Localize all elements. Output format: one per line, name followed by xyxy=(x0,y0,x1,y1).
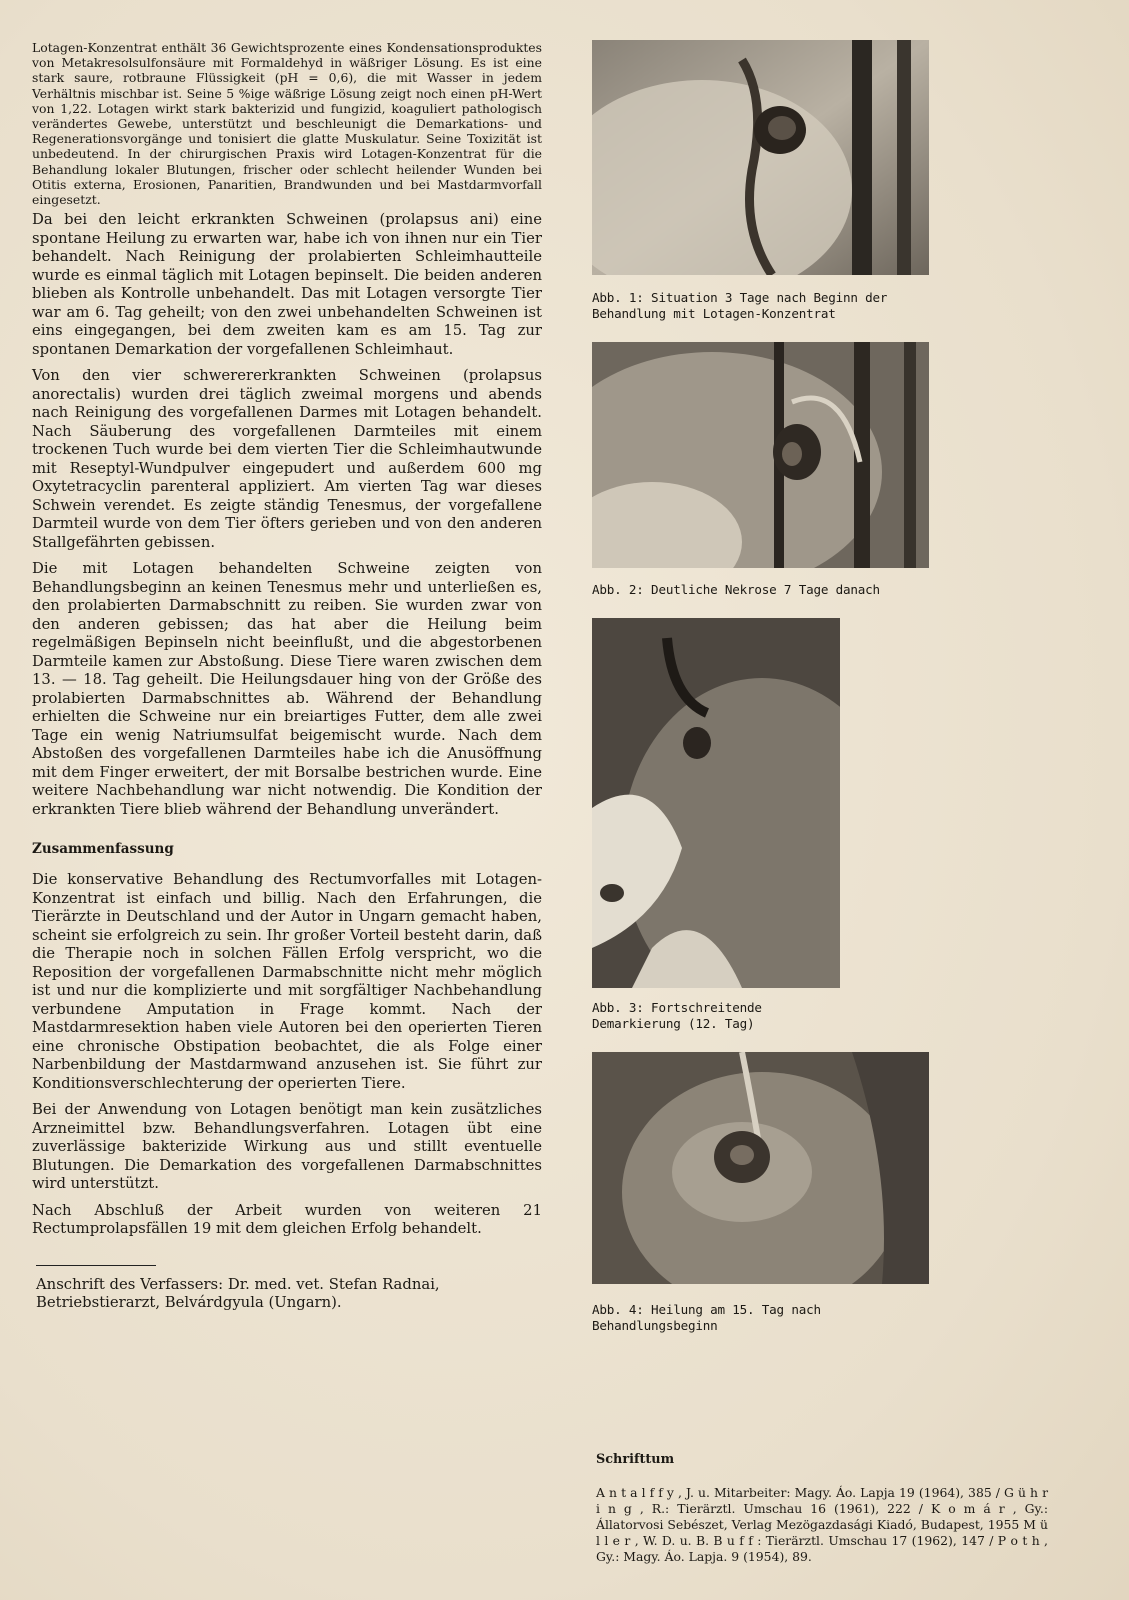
author-address: Anschrift des Verfassers: Dr. med. vet. Stefan Radnai, Betriebstierarzt, Belvárdgyula (Ungarn). xyxy=(36,1275,440,1312)
figure-2-photo xyxy=(592,342,929,568)
body-paragraph: Die mit Lotagen behandelten Schweine zeigten von Behandlungsbeginn an keinen Tenesmus mehr und unterließen es, den prolabierten Darmabschnitt zu reiben. Sie wurden zwar von den anderen gebissen; das hat aber die Heilung beim regelmäßigen Bepinseln nicht beeinflußt, und die abgestorbenen Darmteile kamen zur Abstoßung. Diese Tiere waren zwischen dem 13. — 18. Tag geheilt. Die Heilungsdauer hing von der Größe des prolabierten Darmabschnittes ab. Während der Behandlung erhielten die Schweine nur ein breiartiges Futter, dem alle zwei Tage ein wenig Natriumsulfat beigemischt wurde. Nach dem Abstoßen des vorgefallenen Darmteiles habe ich die Anusöffnung mit dem Finger erweitert, der mit Borsalbe bestrichen wurde. Eine weitere Nachbehandlung war nicht notwendig. Die Kondition der erkrankten Tiere blieb während der Behandlung unverändert. xyxy=(32,560,542,818)
summary-paragraph: Bei der Anwendung von Lotagen benötigt man kein zusätzliches Arzneimittel bzw. Behandlungsverfahren. Lotagen übt eine zuverlässige bakterizide Wirkung aus und stillt eventuelle Blutungen. Die Demarkation des vorgefallenen Darmabschnittes wird unterstützt. xyxy=(32,1101,542,1193)
article-text-column xyxy=(32,40,542,1313)
figure-4-photo xyxy=(592,1052,929,1284)
figure-1-caption: Abb. 1: Situation 3 Tage nach Beginn der Behandlung mit Lotagen-Konzentrat xyxy=(592,290,888,321)
figure-2-caption: Abb. 2: Deutliche Nekrose 7 Tage danach xyxy=(592,582,880,597)
summary-heading: Zusammenfassung xyxy=(32,841,174,858)
figure-4-caption: Abb. 4: Heilung am 15. Tag nach Behandlungsbeginn xyxy=(592,1302,821,1333)
footnote-divider xyxy=(36,1265,156,1266)
references-list: A n t a l f f y , J. u. Mitarbeiter: Magy. Áo. Lapja 19 (1964), 385 / G ü h r i n g , R.: Tierärztl. Umschau 16 (1961), 222 / K o m á r , Gy.: Állatorvosi Sebészet, Verlag Mezögazdasági Kiadó, Budapest, 1955 M ü l l e r , W. D. u. B. B u f f : Tierärztl. Umschau 17 (1962), 147 / P o t h , Gy.: Magy. Áo. Lapja. 9 (1954), 89. xyxy=(596,1485,1048,1564)
summary-paragraph: Nach Abschluß der Arbeit wurden von weiteren 21 Rectumprolapsfällen 19 mit dem gleichen Erfolg behandelt. xyxy=(32,1201,542,1238)
figure-3-caption: Abb. 3: Fortschreitende Demarkierung (12. Tag) xyxy=(592,1000,762,1031)
references-heading: Schrifttum xyxy=(596,1452,675,1467)
intro-paragraph: Lotagen-Konzentrat enthält 36 Gewichtsprozente eines Kondensationsproduktes von Metakresolsulfonsäure mit Formaldehyd in wäßriger Lösung. Es ist eine stark saure, rotbraune Flüssigkeit (pH = 0,6), die mit Wasser in jedem Verhältnis mischbar ist. Seine 5 %ige wäßrige Lösung zeigt noch einen pH-Wert von 1,22. Lotagen wirkt stark bakterizid und fungizid, koaguliert pathologisch verändertes Gewebe, unterstützt und beschleunigt die Demarkations- und Regenerationsvorgänge und tonisiert die glatte Muskulatur. Seine Toxizität ist unbedeutend. In der chirurgischen Praxis wird Lotagen-Konzentrat für die Behandlung lokaler Blutungen, frischer oder schlecht heilender Wunden bei Otitis externa, Erosionen, Panaritien, Brandwunden und bei Mastdarmvorfall eingesetzt. xyxy=(32,40,542,208)
summary-paragraph: Die konservative Behandlung des Rectumvorfalles mit Lotagen-Konzentrat ist einfach und billig. Nach den Erfahrungen, die Tierärzte in Deutschland und der Autor in Ungarn gemacht haben, scheint sie erfolgreich zu sein. Ihr großer Vorteil besteht darin, daß die Therapie noch in solchen Fällen Erfolg verspricht, wo die Reposition der vorgefallenen Darmabschnitte nicht mehr möglich ist und nur die komplizierte und mit sorgfältiger Nachbehandlung verbundene Amputation in Frage kommt. Nach der Mastdarmresektion haben viele Autoren bei den operierten Tieren eine chronische Obstipation beobachtet, die als Folge einer Narbenbildung der Mastdarmwand anzusehen ist. Sie führt zur Konditionsverschlechterung der operierten Tiere. xyxy=(32,871,542,1092)
figure-1-photo xyxy=(592,40,929,275)
body-paragraph: Von den vier schwerererkrankten Schweinen (prolapsus anorectalis) wurden drei täglich zweimal morgens und abends nach Reinigung des vorgefallenen Darmes mit Lotagen behandelt. Nach Säuberung des vorgefallenen Darmteiles mit einem trockenen Tuch wurde bei dem vierten Tier die Schleimhautwunde mit Reseptyl-Wundpulver eingepudert und außerdem 600 mg Oxytetracyclin parenteral appliziert. Am vierten Tag war dieses Schwein verendet. Es zeigte ständig Tenesmus, der vorgefallene Darmteil wurde von dem Tier öfters gerieben und von den anderen Stallgefährten gebissen. xyxy=(32,367,542,551)
body-paragraph: Da bei den leicht erkrankten Schweinen (prolapsus ani) eine spontane Heilung zu erwarten war, habe ich von ihnen nur ein Tier behandelt. Nach Reinigung der prolabierten Schleimhautteile wurde es einmal täglich mit Lotagen bepinselt. Die beiden anderen blieben als Kontrolle unbehandelt. Das mit Lotagen versorgte Tier war am 6. Tag geheilt; von den zwei unbehandelten Schweinen ist eins eingegangen, bei dem zweiten kam es am 15. Tag zur spontanen Demarkation der vorgefallenen Schleimhaut. xyxy=(32,211,542,358)
figure-3-photo xyxy=(592,618,840,988)
